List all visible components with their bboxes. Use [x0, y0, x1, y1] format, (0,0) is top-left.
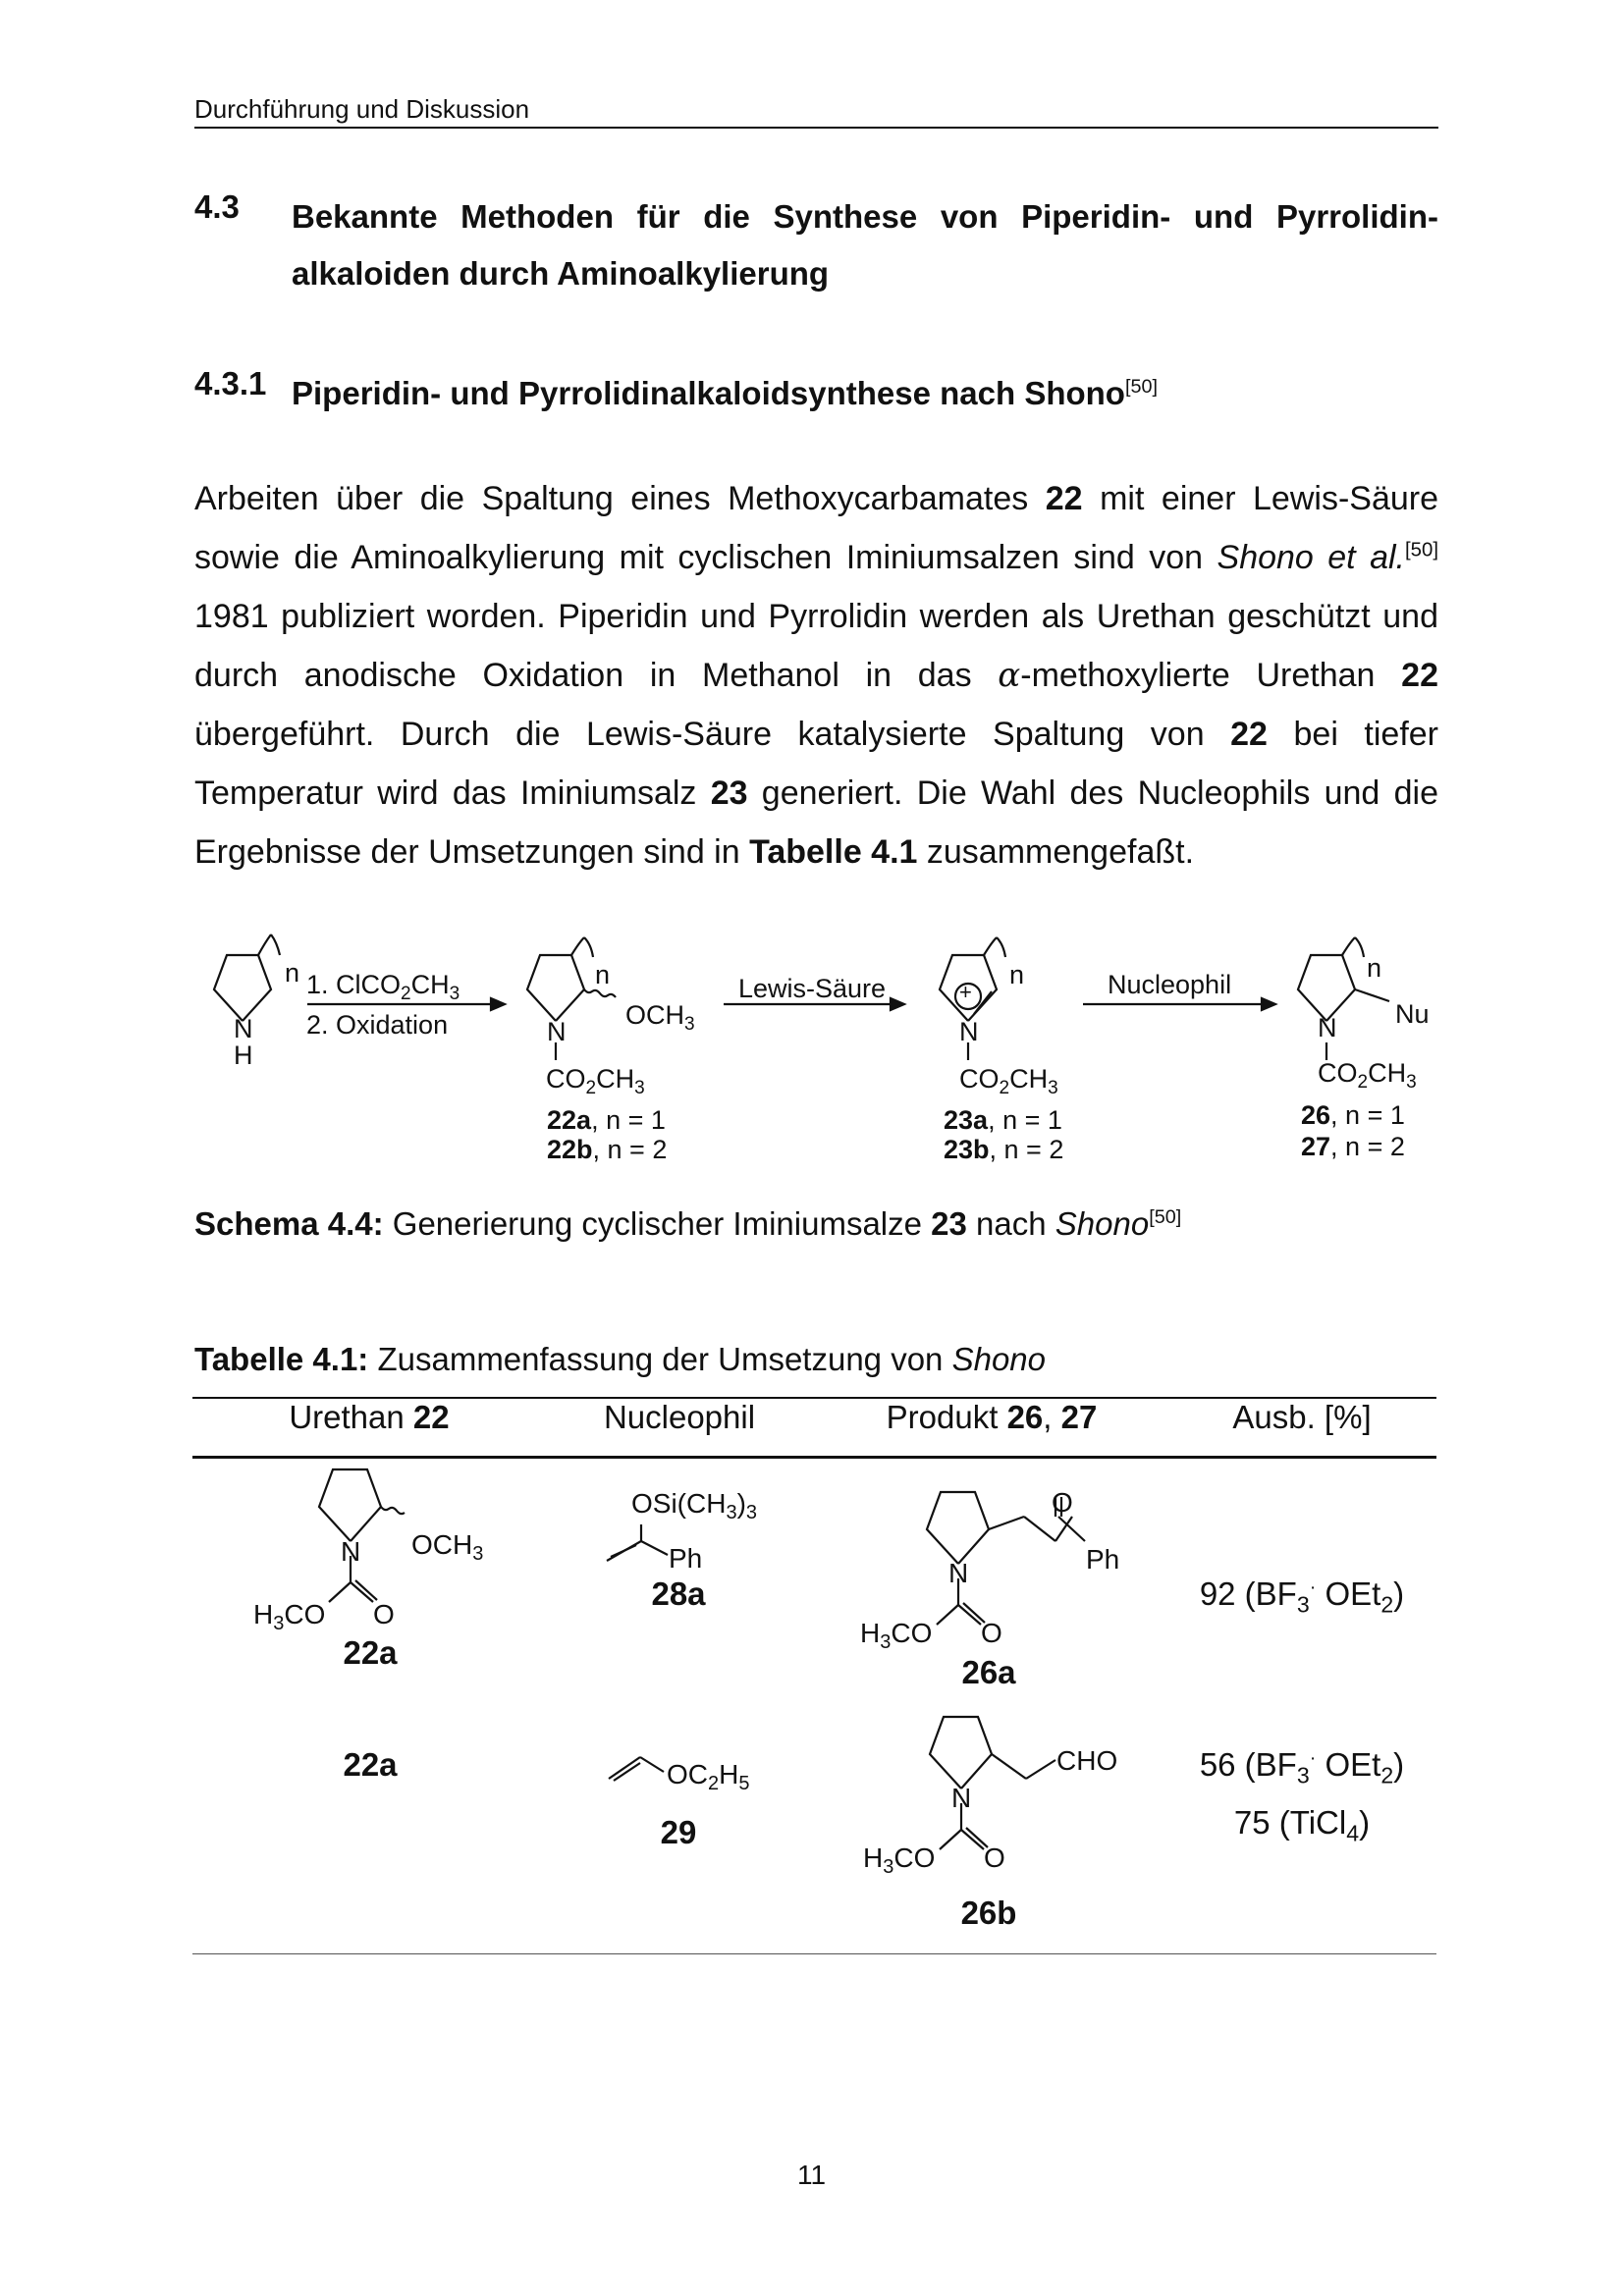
table-header-nucleophil: Nucleophil: [603, 1399, 756, 1435]
para-line-7: Ergebnisse der Umsetzungen sind in Tabelle 4.1 zusammengefaßt.: [194, 833, 1195, 871]
table-cell-yield-1: 56 ($BF_3^\cdot$ OEt$_2$): [1199, 1746, 1405, 1789]
para-line-3: 1981 publiziert worden. Piperidin und Pyrrolidin werden als Urethan geschützt und: [194, 598, 1438, 635]
compound-label-23a: 23a, n = 1: [944, 1105, 1062, 1135]
compound-label-22b: 22b, n = 2: [547, 1135, 668, 1164]
table-nitrogen: N: [951, 1783, 972, 1813]
reagent-step-2: 2. Oxidation: [306, 1010, 449, 1040]
compound-label-27: 27, n = 2: [1301, 1132, 1405, 1161]
page-number: 11: [796, 2160, 827, 2190]
nucleophile-group: Nu: [1395, 999, 1430, 1029]
scheme-caption: Schema 4.4: Generierung cyclischer Iminiumsalze 23 nach Shono[50]: [194, 1205, 1182, 1242]
methyl-ester-group: $H_3CO$: [863, 1842, 936, 1878]
para-line-4: durch anodische Oxidation in Methanol in das α-methoxylierte Urethan 22: [194, 656, 1438, 695]
para-line-2: sowie die Aminoalkylierung mit cyclischen Iminiumsalzen sind von Shono et al.[50]: [194, 539, 1438, 576]
table-cell-nucleophil-label: 29: [660, 1814, 697, 1850]
section-number: 4.3: [194, 188, 240, 225]
scheme-caption-label: Schema 4.4:: [194, 1205, 384, 1242]
scheme-n-label: n: [1367, 953, 1382, 983]
table-cell-yield-2: 75 (TiCl$_4$): [1233, 1804, 1371, 1846]
table-cell-product-label: 26b: [960, 1895, 1017, 1931]
table-caption: Tabelle 4.1: Zusammenfassung der Umsetzung von Shono: [194, 1341, 1047, 1377]
subsection-ref: [50]: [1124, 376, 1158, 398]
aldehyde-group: CHO: [1056, 1745, 1118, 1776]
ethoxy-group: $OC_2H_5$: [667, 1759, 750, 1794]
reagent-nucleophile: Nucleophil: [1108, 970, 1232, 999]
table-ref: Tabelle 4.1: [749, 833, 918, 871]
carbonyl-oxygen: O: [984, 1842, 1005, 1873]
para-line-5: übergeführt. Durch die Lewis-Säure katalysierte Spaltung von 22 bei tiefer: [194, 716, 1438, 753]
pyrrolidine-ring: [214, 934, 280, 1021]
methyl-ester-group: $H_3CO$: [860, 1618, 933, 1653]
table-urethane-22a-structure: [319, 1469, 405, 1602]
table-header-urethan: Urethan 22: [289, 1399, 450, 1435]
scheme-nitrogen: N: [234, 1014, 253, 1043]
scheme-nitrogen: N: [959, 1017, 979, 1046]
compound-label-22a: 22a, n = 1: [547, 1105, 666, 1135]
arrow-head: [1262, 998, 1275, 1010]
phenyl-group: Ph: [669, 1543, 703, 1574]
methoxy-group: $OCH_3$: [625, 1000, 695, 1035]
urethane-22-ring: [527, 937, 616, 1060]
arrow-head: [891, 998, 904, 1010]
scheme-n-label: n: [595, 960, 611, 989]
reagent-step-1: 1. $ClCO_2CH_3$: [306, 970, 460, 1004]
carbamate-group: $CO_2CH_3$: [1318, 1058, 1417, 1093]
carbamate-group: $CO_2CH_3$: [546, 1064, 645, 1098]
scheme-n-label: n: [285, 958, 300, 988]
compound-label-26: 26, n = 1: [1301, 1100, 1405, 1130]
silyl-ether-group: $OSi(CH_3)_3$: [631, 1488, 758, 1523]
para-line-6: Temperatur wird das Iminiumsalz 23 generiert. Die Wahl des Nucleophils und die: [194, 774, 1438, 812]
carbamate-group: $CO_2CH_3$: [959, 1064, 1058, 1098]
table-header-rule: [192, 1456, 1436, 1459]
iminium-plus: +: [959, 980, 972, 1004]
phenyl-group: Ph: [1086, 1544, 1120, 1575]
para-line-1: Arbeiten über die Spaltung eines Methoxycarbamates 22 mit einer Lewis-Säure: [194, 480, 1439, 517]
reagent-lewis-acid: Lewis-Säure: [738, 974, 887, 1003]
table-cell-urethan: 22a: [343, 1634, 398, 1671]
scheme-nitrogen: N: [1318, 1013, 1337, 1042]
compound-label-23b: 23b, n = 2: [944, 1135, 1064, 1164]
running-header: Durchführung und Diskussion: [194, 94, 530, 124]
table-cell-product-label: 26a: [961, 1654, 1016, 1690]
section-title-line2: alkaloiden durch Aminoalkylierung: [292, 255, 830, 292]
carbonyl-oxygen: O: [981, 1618, 1002, 1648]
citation: [50]: [1404, 539, 1438, 561]
carbonyl-oxygen: O: [373, 1599, 395, 1629]
author-ref: Shono et al.: [1217, 539, 1405, 576]
table-nucleophile-28a-structure: [607, 1524, 668, 1561]
scheme-nitrogen: N: [547, 1017, 567, 1046]
table-cell-urethan: 22a: [343, 1746, 398, 1783]
table-header-ausbeute: Ausb. [%]: [1232, 1399, 1372, 1435]
table-cell-yield: 92 ($BF_3^\cdot$ OEt$_2$): [1199, 1575, 1405, 1618]
scheme-n-label: n: [1009, 960, 1025, 989]
methyl-ester-group: $H_3CO$: [253, 1599, 326, 1634]
table-nitrogen: N: [341, 1536, 361, 1567]
compound-ref: 22: [1045, 480, 1083, 517]
methoxy-group: $OCH_3$: [411, 1529, 484, 1565]
table-caption-label: Tabelle 4.1:: [194, 1341, 369, 1377]
compound-ref: 22: [1230, 716, 1268, 753]
table-bottom-rule: [192, 1953, 1436, 1954]
alpha-symbol: α: [998, 656, 1021, 695]
scheme-hydrogen: H: [234, 1041, 253, 1070]
arrow-head: [491, 998, 505, 1010]
table-header-produkt: Produkt 26, 27: [886, 1399, 1098, 1435]
subsection-title-text: Piperidin- und Pyrrolidinalkaloidsynthese nach Shono: [292, 375, 1125, 411]
compound-ref: 23: [710, 774, 748, 812]
section-title-line1: Bekannte Methoden für die Synthese von Piperidin- und Pyrrolidin-: [292, 198, 1438, 235]
compound-ref: 22: [1401, 657, 1438, 694]
table-cell-nucleophil-label: 28a: [651, 1575, 706, 1612]
subsection-number: 4.3.1: [194, 365, 267, 401]
table-nitrogen: N: [948, 1558, 969, 1588]
ketone-oxygen: O: [1052, 1487, 1073, 1518]
table-product-26b-structure: [930, 1717, 1055, 1849]
table-nucleophile-29-structure: [609, 1757, 664, 1781]
